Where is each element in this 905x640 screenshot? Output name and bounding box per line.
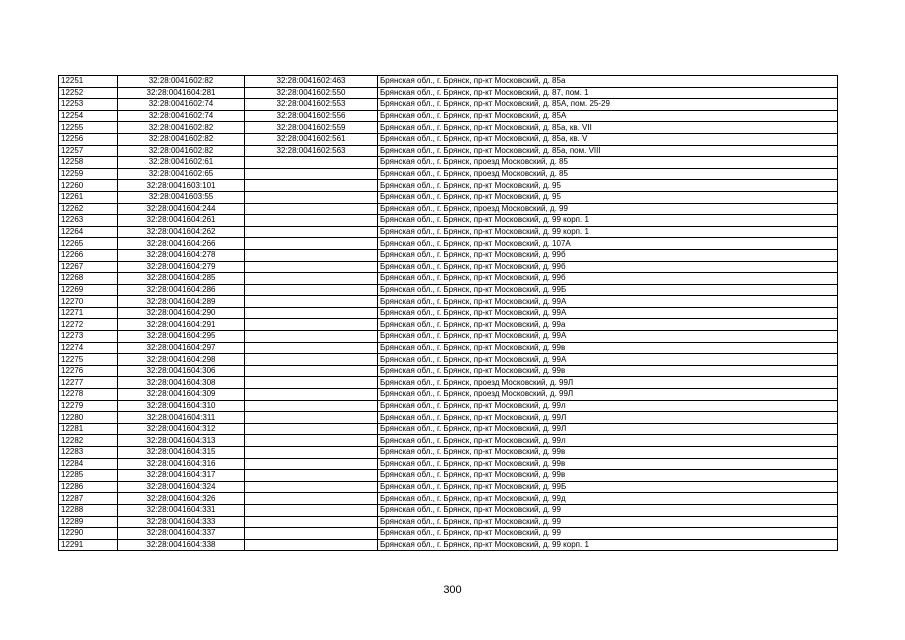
table-row [59, 110, 838, 122]
row-number-cell: 12286 [59, 481, 118, 493]
parcel-number-cell: 32:28:0041602:74 [118, 99, 245, 111]
table-body [59, 76, 838, 551]
address-cell: Брянская обл., г. Брянск, пр-кт Московский, д. 99б [378, 249, 838, 261]
address-cell: Брянская обл., г. Брянск, пр-кт Московский, д. 99А [378, 296, 838, 308]
address-cell: Брянская обл., г. Брянск, проезд Московский, д. 99 [378, 203, 838, 215]
row-number-cell: 12257 [59, 145, 118, 157]
address-cell: Брянская обл., г. Брянск, проезд Московский, д. 85 [378, 168, 838, 180]
address-cell: Брянская обл., г. Брянск, пр-кт Московский, д. 85А, пом. 25-29 [378, 99, 838, 111]
table-row [59, 238, 838, 250]
parcel-number-cell: 32:28:0041604:331 [118, 504, 245, 516]
parcel-number-cell: 32:28:0041604:281 [118, 87, 245, 99]
row-number-cell: 12289 [59, 516, 118, 528]
parcel-number-cell: 32:28:0041603:101 [118, 180, 245, 192]
object-number-cell [245, 296, 378, 308]
object-number-cell [245, 307, 378, 319]
address-cell: Брянская обл., г. Брянск, пр-кт Московский, д. 95 [378, 191, 838, 203]
table-row [59, 319, 838, 331]
object-number-cell [245, 435, 378, 447]
table-row [59, 481, 838, 493]
address-cell: Брянская обл., г. Брянск, пр-кт Московский, д. 99Л [378, 423, 838, 435]
page-number: 300 [443, 584, 462, 596]
object-number-cell [245, 157, 378, 169]
row-number-cell: 12291 [59, 539, 118, 551]
address-cell: Брянская обл., г. Брянск, пр-кт Московский, д. 87, пом. 1 [378, 87, 838, 99]
address-cell: Брянская обл., г. Брянск, проезд Московский, д. 85 [378, 157, 838, 169]
address-cell: Брянская обл., г. Брянск, пр-кт Московский, д. 99Л [378, 412, 838, 424]
address-cell: Брянская обл., г. Брянск, пр-кт Московский, д. 99в [378, 447, 838, 459]
address-cell: Брянская обл., г. Брянск, пр-кт Московский, д. 99л [378, 400, 838, 412]
row-number-cell: 12285 [59, 470, 118, 482]
row-number-cell: 12282 [59, 435, 118, 447]
object-number-cell [245, 215, 378, 227]
parcel-number-cell: 32:28:0041604:312 [118, 423, 245, 435]
object-number-cell [245, 331, 378, 343]
table-row [59, 249, 838, 261]
row-number-cell: 12253 [59, 99, 118, 111]
row-number-cell: 12251 [59, 76, 118, 88]
address-cell: Брянская обл., г. Брянск, пр-кт Московский, д. 85А [378, 110, 838, 122]
row-number-cell: 12264 [59, 226, 118, 238]
parcel-number-cell: 32:28:0041604:316 [118, 458, 245, 470]
address-cell: Брянская обл., г. Брянск, пр-кт Московский, д. 99в [378, 342, 838, 354]
address-cell: Брянская обл., г. Брянск, пр-кт Московский, д. 99 корп. 1 [378, 226, 838, 238]
table-row [59, 122, 838, 134]
row-number-cell: 12268 [59, 273, 118, 285]
parcel-number-cell: 32:28:0041604:313 [118, 435, 245, 447]
object-number-cell [245, 365, 378, 377]
object-number-cell: 32:28:0041602:559 [245, 122, 378, 134]
address-cell: Брянская обл., г. Брянск, пр-кт Московский, д. 85а, кв. V [378, 133, 838, 145]
address-cell: Брянская обл., г. Брянск, пр-кт Московский, д. 99в [378, 458, 838, 470]
table-row [59, 342, 838, 354]
table-row [59, 412, 838, 424]
object-number-cell: 32:28:0041602:563 [245, 145, 378, 157]
object-number-cell: 32:28:0041602:463 [245, 76, 378, 88]
table-row [59, 458, 838, 470]
table-row [59, 284, 838, 296]
parcel-number-cell: 32:28:0041604:306 [118, 365, 245, 377]
row-number-cell: 12276 [59, 365, 118, 377]
row-number-cell: 12279 [59, 400, 118, 412]
row-number-cell: 12284 [59, 458, 118, 470]
table-row [59, 76, 838, 88]
table-row [59, 516, 838, 528]
parcel-number-cell: 32:28:0041604:308 [118, 377, 245, 389]
address-cell: Брянская обл., г. Брянск, пр-кт Московский, д. 99в [378, 470, 838, 482]
row-number-cell: 12283 [59, 447, 118, 459]
row-number-cell: 12259 [59, 168, 118, 180]
object-number-cell [245, 504, 378, 516]
table-row [59, 157, 838, 169]
object-number-cell [245, 528, 378, 540]
address-cell: Брянская обл., г. Брянск, пр-кт Московский, д. 99б [378, 273, 838, 285]
table-row [59, 226, 838, 238]
row-number-cell: 12278 [59, 389, 118, 401]
address-cell: Брянская обл., г. Брянск, пр-кт Московский, д. 85а, кв. VII [378, 122, 838, 134]
table-row [59, 470, 838, 482]
table-row [59, 400, 838, 412]
object-number-cell [245, 412, 378, 424]
parcel-number-cell: 32:28:0041604:324 [118, 481, 245, 493]
address-cell: Брянская обл., г. Брянск, пр-кт Московский, д. 99А [378, 307, 838, 319]
object-number-cell [245, 539, 378, 551]
row-number-cell: 12271 [59, 307, 118, 319]
object-number-cell [245, 238, 378, 250]
table-row [59, 203, 838, 215]
row-number-cell: 12256 [59, 133, 118, 145]
parcel-number-cell: 32:28:0041604:266 [118, 238, 245, 250]
object-number-cell [245, 168, 378, 180]
row-number-cell: 12273 [59, 331, 118, 343]
parcel-number-cell: 32:28:0041604:279 [118, 261, 245, 273]
row-number-cell: 12266 [59, 249, 118, 261]
object-number-cell: 32:28:0041602:550 [245, 87, 378, 99]
row-number-cell: 12254 [59, 110, 118, 122]
table-row [59, 87, 838, 99]
address-cell: Брянская обл., г. Брянск, пр-кт Московский, д. 99д [378, 493, 838, 505]
object-number-cell [245, 354, 378, 366]
parcel-number-cell: 32:28:0041604:295 [118, 331, 245, 343]
object-number-cell [245, 377, 378, 389]
address-cell: Брянская обл., г. Брянск, пр-кт Московский, д. 99 [378, 504, 838, 516]
parcel-number-cell: 32:28:0041604:298 [118, 354, 245, 366]
parcel-number-cell: 32:28:0041604:291 [118, 319, 245, 331]
row-number-cell: 12275 [59, 354, 118, 366]
row-number-cell: 12262 [59, 203, 118, 215]
parcel-number-cell: 32:28:0041604:286 [118, 284, 245, 296]
table-row [59, 389, 838, 401]
row-number-cell: 12274 [59, 342, 118, 354]
address-cell: Брянская обл., г. Брянск, пр-кт Московский, д. 85а [378, 76, 838, 88]
row-number-cell: 12263 [59, 215, 118, 227]
parcel-number-cell: 32:28:0041602:65 [118, 168, 245, 180]
address-cell: Брянская обл., г. Брянск, пр-кт Московский, д. 99А [378, 354, 838, 366]
parcel-number-cell: 32:28:0041604:244 [118, 203, 245, 215]
parcel-number-cell: 32:28:0041603:55 [118, 191, 245, 203]
parcel-number-cell: 32:28:0041604:289 [118, 296, 245, 308]
table-row [59, 133, 838, 145]
parcel-number-cell: 32:28:0041604:290 [118, 307, 245, 319]
object-number-cell [245, 319, 378, 331]
object-number-cell [245, 447, 378, 459]
row-number-cell: 12265 [59, 238, 118, 250]
row-number-cell: 12252 [59, 87, 118, 99]
address-cell: Брянская обл., г. Брянск, пр-кт Московский, д. 99в [378, 365, 838, 377]
table-row [59, 273, 838, 285]
object-number-cell: 32:28:0041602:553 [245, 99, 378, 111]
table-row [59, 504, 838, 516]
row-number-cell: 12260 [59, 180, 118, 192]
address-cell: Брянская обл., г. Брянск, пр-кт Московский, д. 107А [378, 238, 838, 250]
object-number-cell: 32:28:0041602:561 [245, 133, 378, 145]
object-number-cell [245, 249, 378, 261]
parcel-number-cell: 32:28:0041604:297 [118, 342, 245, 354]
object-number-cell [245, 389, 378, 401]
table-row [59, 377, 838, 389]
table-row [59, 435, 838, 447]
parcel-number-cell: 32:28:0041604:285 [118, 273, 245, 285]
object-number-cell [245, 273, 378, 285]
row-number-cell: 12272 [59, 319, 118, 331]
table-row [59, 191, 838, 203]
address-cell: Брянская обл., г. Брянск, проезд Московский, д. 99Л [378, 389, 838, 401]
row-number-cell: 12269 [59, 284, 118, 296]
object-number-cell: 32:28:0041602:556 [245, 110, 378, 122]
address-cell: Брянская обл., г. Брянск, пр-кт Московский, д. 99А [378, 331, 838, 343]
parcel-number-cell: 32:28:0041604:326 [118, 493, 245, 505]
table-row [59, 331, 838, 343]
row-number-cell: 12287 [59, 493, 118, 505]
parcel-number-cell: 32:28:0041602:82 [118, 145, 245, 157]
parcel-number-cell: 32:28:0041602:61 [118, 157, 245, 169]
parcel-number-cell: 32:28:0041604:262 [118, 226, 245, 238]
table-row [59, 168, 838, 180]
parcel-number-cell: 32:28:0041604:278 [118, 249, 245, 261]
address-cell: Брянская обл., г. Брянск, пр-кт Московский, д. 99а [378, 319, 838, 331]
address-cell: Брянская обл., г. Брянск, пр-кт Московский, д. 85а, пом. VIII [378, 145, 838, 157]
object-number-cell [245, 516, 378, 528]
object-number-cell [245, 191, 378, 203]
table-row [59, 145, 838, 157]
address-cell: Брянская обл., г. Брянск, пр-кт Московский, д. 99 корп. 1 [378, 215, 838, 227]
object-number-cell [245, 400, 378, 412]
address-cell: Брянская обл., г. Брянск, пр-кт Московский, д. 99л [378, 435, 838, 447]
parcel-number-cell: 32:28:0041604:338 [118, 539, 245, 551]
row-number-cell: 12280 [59, 412, 118, 424]
object-number-cell [245, 284, 378, 296]
object-number-cell [245, 470, 378, 482]
address-cell: Брянская обл., г. Брянск, проезд Московский, д. 99Л [378, 377, 838, 389]
parcel-number-cell: 32:28:0041604:337 [118, 528, 245, 540]
address-cell: Брянская обл., г. Брянск, пр-кт Московский, д. 99Б [378, 284, 838, 296]
parcel-number-cell: 32:28:0041602:82 [118, 122, 245, 134]
table-row [59, 493, 838, 505]
object-number-cell [245, 261, 378, 273]
table-row [59, 296, 838, 308]
table-row [59, 261, 838, 273]
address-cell: Брянская обл., г. Брянск, пр-кт Московский, д. 99Б [378, 481, 838, 493]
row-number-cell: 12288 [59, 504, 118, 516]
table-row [59, 447, 838, 459]
parcel-number-cell: 32:28:0041602:82 [118, 76, 245, 88]
table-row [59, 528, 838, 540]
address-cell: Брянская обл., г. Брянск, пр-кт Московский, д. 99 [378, 516, 838, 528]
object-number-cell [245, 493, 378, 505]
table-row [59, 423, 838, 435]
parcel-number-cell: 32:28:0041604:309 [118, 389, 245, 401]
table-row [59, 365, 838, 377]
row-number-cell: 12277 [59, 377, 118, 389]
object-number-cell [245, 342, 378, 354]
parcel-number-cell: 32:28:0041604:310 [118, 400, 245, 412]
parcel-number-cell: 32:28:0041602:74 [118, 110, 245, 122]
table-row [59, 539, 838, 551]
parcel-number-cell: 32:28:0041602:82 [118, 133, 245, 145]
row-number-cell: 12255 [59, 122, 118, 134]
row-number-cell: 12270 [59, 296, 118, 308]
table-row [59, 99, 838, 111]
row-number-cell: 12290 [59, 528, 118, 540]
object-number-cell [245, 423, 378, 435]
row-number-cell: 12267 [59, 261, 118, 273]
parcel-number-cell: 32:28:0041604:333 [118, 516, 245, 528]
object-number-cell [245, 180, 378, 192]
row-number-cell: 12261 [59, 191, 118, 203]
parcel-number-cell: 32:28:0041604:261 [118, 215, 245, 227]
parcel-number-cell: 32:28:0041604:315 [118, 447, 245, 459]
object-number-cell [245, 226, 378, 238]
address-cell: Брянская обл., г. Брянск, пр-кт Московский, д. 99б [378, 261, 838, 273]
table-row [59, 307, 838, 319]
address-cell: Брянская обл., г. Брянск, пр-кт Московский, д. 99 [378, 528, 838, 540]
parcel-number-cell: 32:28:0041604:311 [118, 412, 245, 424]
table-row [59, 215, 838, 227]
object-number-cell [245, 481, 378, 493]
row-number-cell: 12258 [59, 157, 118, 169]
table-row [59, 180, 838, 192]
parcel-number-cell: 32:28:0041604:317 [118, 470, 245, 482]
object-number-cell [245, 203, 378, 215]
object-number-cell [245, 458, 378, 470]
table-row [59, 354, 838, 366]
address-cell: Брянская обл., г. Брянск, пр-кт Московский, д. 95 [378, 180, 838, 192]
address-cell: Брянская обл., г. Брянск, пр-кт Московский, д. 99 корп. 1 [378, 539, 838, 551]
row-number-cell: 12281 [59, 423, 118, 435]
cadastral-table [58, 75, 838, 551]
